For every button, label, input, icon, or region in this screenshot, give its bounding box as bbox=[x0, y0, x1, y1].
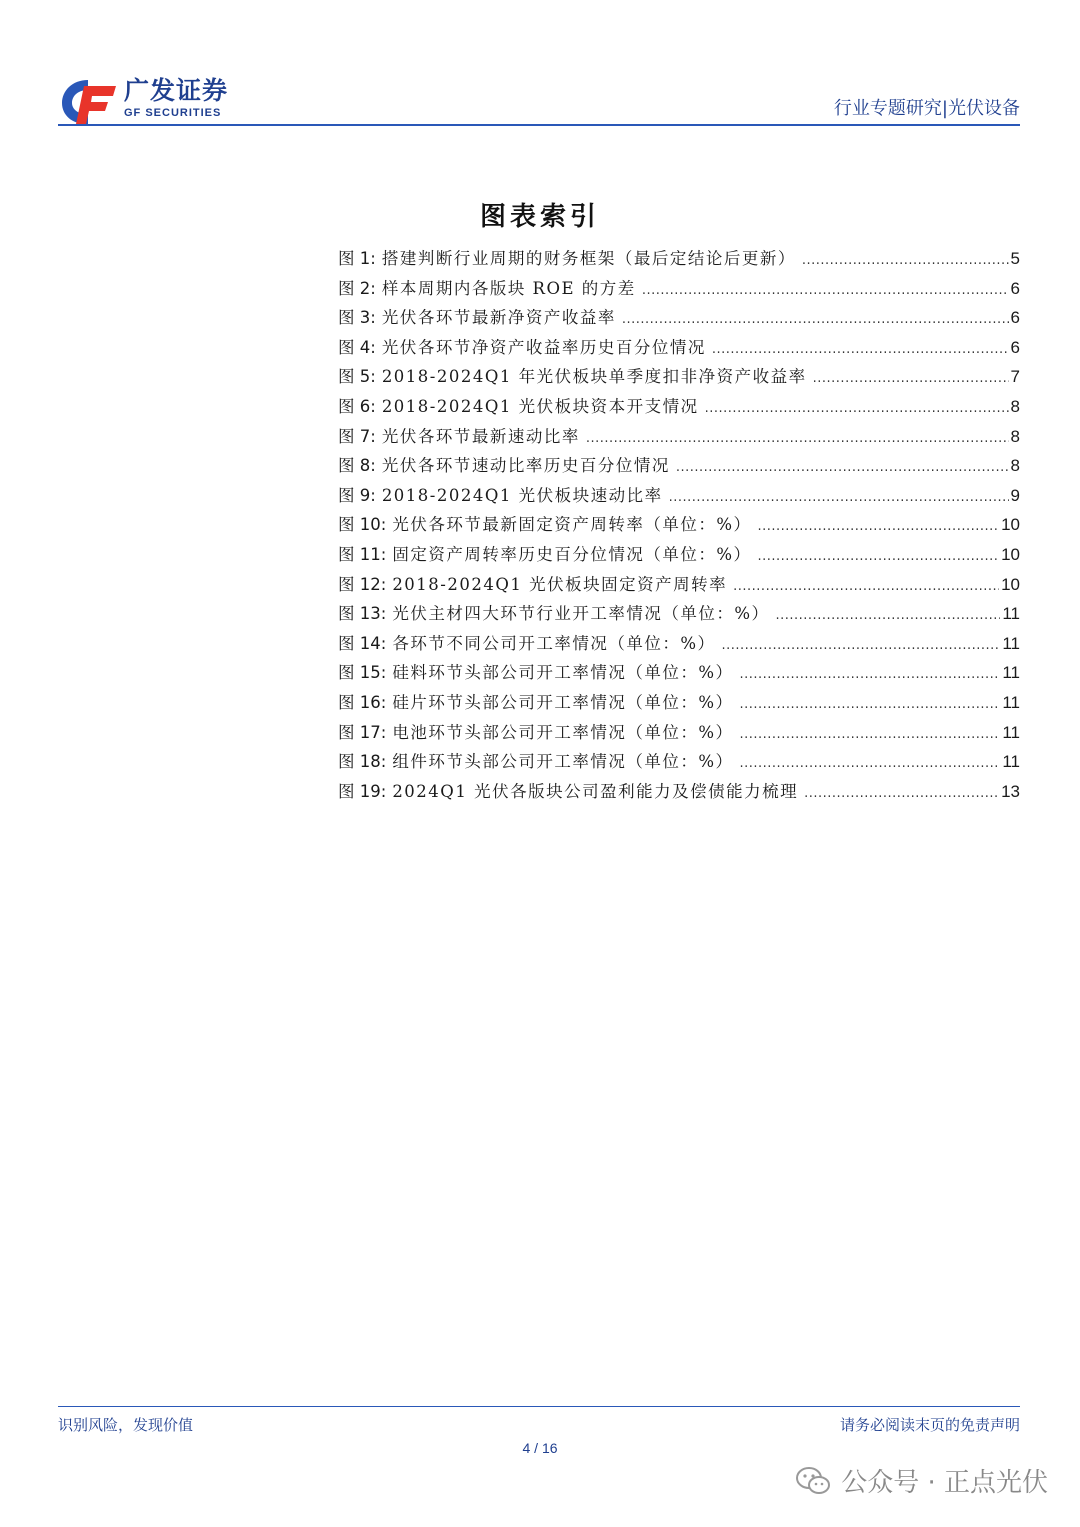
toc-entry-number: 图 8: bbox=[338, 456, 376, 476]
toc-leader-dots bbox=[712, 335, 1009, 365]
toc-leader-dots bbox=[740, 690, 1001, 720]
toc-entry-title: 2018-2024Q1 光伏板块资本开支情况 bbox=[381, 396, 699, 416]
toc-entry-title: 样本周期内各版块 ROE 的方差 bbox=[381, 278, 636, 298]
footer-disclaimer-note: 请务必阅读末页的免责声明 bbox=[839, 1416, 1020, 1434]
gf-logo-icon bbox=[58, 76, 118, 126]
toc-entry-page: 10 bbox=[1001, 544, 1020, 564]
toc-leader-dots bbox=[622, 305, 1009, 335]
brand bbox=[124, 76, 228, 120]
toc-entry-number: 图 3: bbox=[338, 308, 376, 328]
toc-entry-number: 图 6: bbox=[338, 396, 376, 416]
toc-leader-dots bbox=[740, 749, 1001, 779]
toc-entry[interactable] bbox=[338, 777, 1020, 807]
toc-entry-page: 10 bbox=[1001, 574, 1020, 594]
toc-entry[interactable] bbox=[338, 422, 1020, 452]
toc-entry-title: 光伏各环节最新速动比率 bbox=[381, 426, 580, 446]
toc-entry-page: 11 bbox=[1002, 604, 1020, 624]
toc-entry-number: 图 18: bbox=[338, 752, 387, 772]
toc-entry-title: 硅料环节头部公司开工率情况（单位：%） bbox=[392, 663, 734, 683]
toc-entry[interactable] bbox=[338, 570, 1020, 600]
toc-entry-title: 2018-2024Q1 年光伏板块单季度扣非净资产收益率 bbox=[381, 367, 807, 387]
toc-entry-page: 6 bbox=[1010, 308, 1020, 328]
toc-entry-number: 图 17: bbox=[338, 722, 387, 742]
toc-entry-number: 图 9: bbox=[338, 485, 376, 505]
toc-entry-number: 图 7: bbox=[338, 426, 376, 446]
toc-entry-number: 图 15: bbox=[338, 663, 387, 683]
toc-entry[interactable] bbox=[338, 599, 1020, 629]
toc-entry-page: 11 bbox=[1002, 663, 1020, 683]
wechat-icon bbox=[795, 1466, 831, 1496]
toc-entry-page: 7 bbox=[1010, 367, 1020, 387]
toc-entry-title: 搭建判断行业周期的财务框架（最后定结论后更新） bbox=[381, 249, 796, 268]
toc-entry[interactable] bbox=[338, 392, 1020, 422]
toc-leader-dots bbox=[733, 572, 999, 602]
toc-entry-title: 电池环节头部公司开工率情况（单位：%） bbox=[392, 722, 734, 742]
toc-entry-title: 固定资产周转率历史百分位情况（单位：%） bbox=[392, 544, 752, 564]
toc-entry[interactable] bbox=[338, 658, 1020, 688]
toc-entry[interactable] bbox=[338, 333, 1020, 363]
toc-entry[interactable] bbox=[338, 688, 1020, 718]
toc-list bbox=[338, 244, 1020, 806]
toc-entry-page: 5 bbox=[1010, 249, 1020, 268]
toc-entry-page: 8 bbox=[1010, 396, 1020, 416]
toc-entry-number: 图 1: bbox=[338, 249, 376, 268]
toc-entry-title: 光伏各环节最新固定资产周转率（单位：%） bbox=[392, 515, 752, 535]
toc-leader-dots bbox=[705, 394, 1009, 424]
toc-entry-title: 硅片环节头部公司开工率情况（单位：%） bbox=[392, 692, 734, 712]
toc-entry-title: 各环节不同公司开工率情况（单位：%） bbox=[392, 633, 716, 653]
brand-name-en: GF SECURITIES bbox=[124, 107, 222, 119]
toc-entry-page: 6 bbox=[1010, 337, 1020, 357]
toc-entry-page: 10 bbox=[1001, 515, 1020, 535]
toc-leader-dots bbox=[642, 276, 1009, 306]
toc-entry-page: 11 bbox=[1002, 633, 1020, 653]
toc-entry-page: 11 bbox=[1002, 722, 1020, 742]
toc-entry-number: 图 10: bbox=[338, 515, 387, 535]
toc-entry[interactable] bbox=[338, 244, 1020, 274]
page-header bbox=[58, 72, 1020, 126]
toc-entry-number: 图 13: bbox=[338, 604, 387, 624]
toc-entry-page: 9 bbox=[1010, 485, 1020, 505]
header-divider bbox=[58, 124, 1020, 126]
toc-entry-number: 图 11: bbox=[338, 544, 387, 564]
toc-entry-number: 图 4: bbox=[338, 337, 376, 357]
toc-entry-number: 图 14: bbox=[338, 633, 387, 653]
toc-entry[interactable] bbox=[338, 451, 1020, 481]
toc-entry-title: 2024Q1 光伏各版块公司盈利能力及偿债能力梳理 bbox=[392, 781, 799, 801]
toc-entry-number: 图 19: bbox=[338, 781, 387, 801]
toc-entry-page: 6 bbox=[1010, 278, 1020, 298]
toc-entry-number: 图 2: bbox=[338, 278, 376, 298]
toc-leader-dots bbox=[676, 453, 1009, 483]
footer-divider bbox=[58, 1406, 1020, 1407]
toc-leader-dots bbox=[740, 720, 1001, 750]
page-indicator: 4 / 16 bbox=[522, 1440, 558, 1456]
toc-entry[interactable] bbox=[338, 510, 1020, 540]
toc-entry[interactable] bbox=[338, 540, 1020, 570]
toc-entry-page: 8 bbox=[1010, 456, 1020, 476]
toc-entry-page: 8 bbox=[1010, 426, 1020, 446]
brand-name-cn: 广发证券 bbox=[124, 76, 229, 105]
toc-leader-dots bbox=[758, 512, 1000, 542]
toc-entry[interactable] bbox=[338, 362, 1020, 392]
toc-entry-title: 光伏各环节最新净资产收益率 bbox=[381, 308, 616, 328]
toc-leader-dots bbox=[586, 424, 1009, 454]
report-tag: 行业专题研究|光伏设备 bbox=[833, 98, 1020, 119]
toc-entry-title: 2018-2024Q1 光伏板块速动比率 bbox=[381, 485, 663, 505]
toc-entry[interactable] bbox=[338, 481, 1020, 511]
toc-entry-title: 组件环节头部公司开工率情况（单位：%） bbox=[392, 752, 734, 772]
toc-leader-dots bbox=[758, 542, 1000, 572]
toc-leader-dots bbox=[776, 601, 1001, 631]
toc-entry-title: 光伏各环节净资产收益率历史百分位情况 bbox=[381, 337, 706, 357]
toc-leader-dots bbox=[740, 660, 1001, 690]
toc-leader-dots bbox=[813, 364, 1009, 394]
toc-entry-number: 图 16: bbox=[338, 692, 387, 712]
toc-entry-title: 2018-2024Q1 光伏板块固定资产周转率 bbox=[392, 574, 728, 594]
toc-entry-page: 13 bbox=[1001, 781, 1020, 801]
toc-entry-title: 光伏主材四大环节行业开工率情况（单位：%） bbox=[392, 604, 770, 624]
toc-entry-number: 图 5: bbox=[338, 367, 376, 387]
toc-entry[interactable] bbox=[338, 747, 1020, 777]
toc-entry-title: 光伏各环节速动比率历史百分位情况 bbox=[381, 456, 670, 476]
toc-entry-page: 11 bbox=[1002, 752, 1020, 772]
toc-entry-page: 11 bbox=[1002, 692, 1020, 712]
toc-entry-number: 图 12: bbox=[338, 574, 387, 594]
toc-entry[interactable] bbox=[338, 629, 1020, 659]
watermark-text: 公众号 · 正点光伏 bbox=[841, 1468, 1048, 1498]
toc-leader-dots bbox=[802, 246, 1009, 276]
toc-title: 图表索引 bbox=[479, 202, 600, 232]
toc-entry[interactable] bbox=[338, 274, 1020, 304]
toc-leader-dots bbox=[669, 483, 1009, 513]
toc-entry[interactable] bbox=[338, 718, 1020, 748]
toc-leader-dots bbox=[722, 631, 1001, 661]
watermark bbox=[795, 1462, 1048, 1499]
toc-leader-dots bbox=[804, 779, 999, 809]
footer-slogan: 识别风险，发现价值 bbox=[58, 1416, 194, 1434]
toc-entry[interactable] bbox=[338, 303, 1020, 333]
